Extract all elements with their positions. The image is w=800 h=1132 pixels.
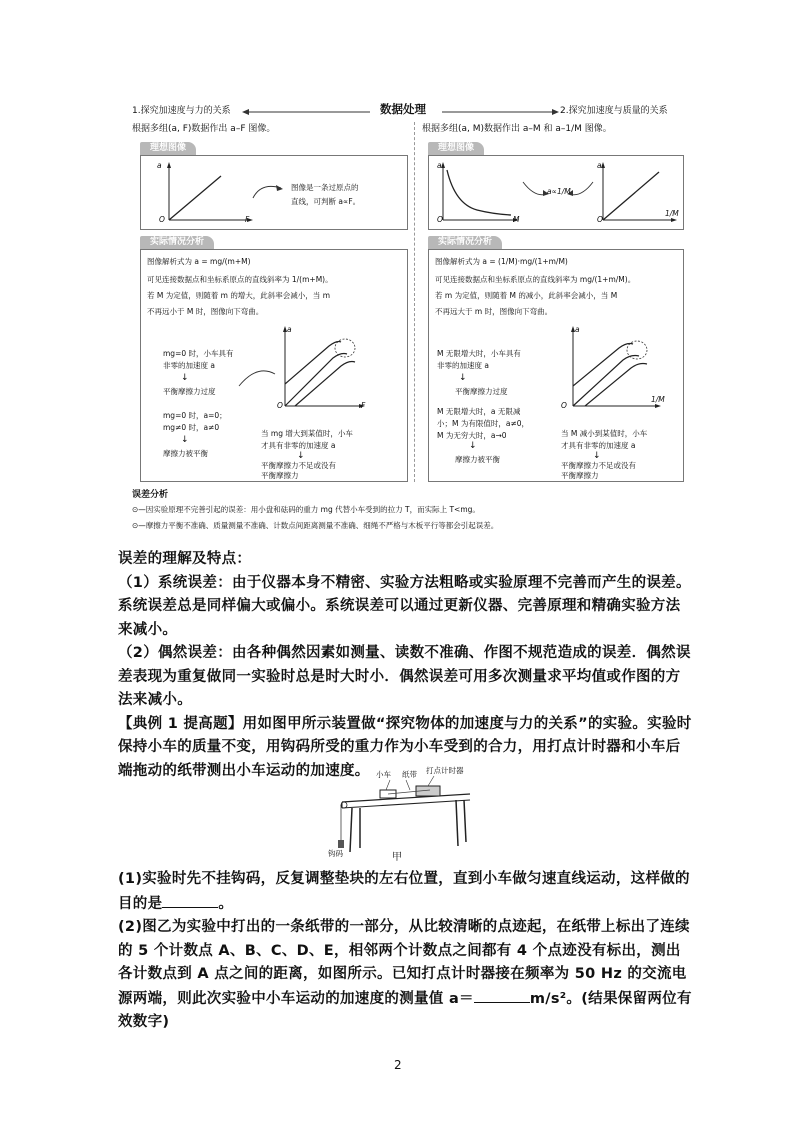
- right-ideal-axis-inv: 1/M: [665, 209, 679, 218]
- left-note-a3: 平衡摩擦力过度: [163, 387, 216, 396]
- apparatus-label-timer: 打点计时器: [426, 766, 464, 775]
- left-arrow: [242, 108, 372, 116]
- right-intro: 根据多组(a, M)数据作出 a–M 和 a–1/M 图像。: [422, 124, 612, 134]
- error-line-1: ⊙—因实验原理不完善引起的误差：用小盘和砝码的重力 mg 代替小车受到的拉力 T，而实际上 T<mg。: [132, 505, 480, 514]
- apparatus-figure: [328, 766, 480, 863]
- right-note-a2: 非零的加速度 a: [437, 361, 489, 370]
- left-ideal-panel: [140, 155, 408, 230]
- right-actual-axis-inv: 1/M: [651, 395, 665, 404]
- left-analysis-line-2: 可见连接数据点和坐标系原点的直线斜率为 1/(m+M)。: [147, 275, 333, 284]
- example-paragraph: 【典例 1 提高题】用如图甲所示装置做“探究物体的加速度与力的关系”的实验。实验时保持小车的质量不变，用钩码所受的重力作为小车受到的合力，用打点计时器和小车后端拖动的纸带测出小车运动的加速度。: [118, 715, 692, 779]
- answer-blank-2[interactable]: [474, 987, 530, 1003]
- left-note-c2: 才具有非零的加速度 a: [261, 441, 336, 450]
- systematic-error-paragraph: （1）系统误差：由于仪器本身不精密、实验方法粗略或实验原理不完善而产生的误差。系统误差总是同样偏大或偏小。系统误差可以通过更新仪器、完善原理和精确实验方法来减小。: [118, 574, 691, 638]
- left-note-b1: mg=0 时，a=0；: [163, 411, 227, 420]
- a-f-ideal-graph: [155, 160, 255, 228]
- left-note-c4: 平衡摩擦力: [261, 471, 299, 480]
- question-1: [118, 868, 694, 916]
- left-note-c3: 平衡摩擦力不足或没有: [261, 461, 336, 470]
- left-actual-axis-o: O: [277, 401, 283, 410]
- right-ideal-tag: 理想图像: [428, 142, 484, 155]
- column-separator: [414, 122, 415, 482]
- right-header-title: 2.探究加速度与质量的关系: [560, 106, 668, 116]
- left-note-a2: 非零的加速度 a: [163, 361, 215, 370]
- left-actual-axis-f: F: [361, 401, 366, 410]
- right-note-c1: 当 M 减小到某值时，小车: [561, 429, 648, 438]
- right-note-b1: M 无限增大时，a 无限减: [437, 407, 521, 416]
- questions: [118, 868, 694, 1035]
- left-note-b3: 摩擦力被平衡: [163, 449, 208, 458]
- question-2: [118, 916, 694, 1035]
- data-processing-figure: [128, 100, 688, 540]
- left-note-a1: mg=0 时，小车具有: [163, 349, 234, 358]
- left-intro: 根据多组(a, F)数据作出 a–F 图像。: [132, 124, 276, 134]
- arrow-down-icon: ↓: [181, 435, 189, 445]
- a-inverse-m-actual-graph: [555, 324, 665, 416]
- right-formula-line: 图像解析式为 a = (1/M)·mg/(1+m/M): [435, 257, 568, 266]
- right-ideal-axis-a2: a: [597, 161, 602, 170]
- right-ideal-prop: a∝1/M: [547, 187, 571, 196]
- right-ideal-axis-m: M: [513, 215, 520, 224]
- right-actual-axis-a: a: [575, 325, 580, 334]
- left-ideal-note-1: 图像是一条过原点的: [291, 183, 359, 192]
- right-actual-axis-o: O: [561, 401, 567, 410]
- apparatus-label-hook: 钩码: [328, 849, 343, 858]
- right-note-b3: M 为无穷大时，a→0: [437, 431, 507, 440]
- left-actual-panel: [140, 249, 408, 482]
- right-note-a3: 平衡摩擦力过度: [455, 387, 508, 396]
- axis-origin-label: O: [159, 215, 165, 224]
- right-note-b4: 摩擦力被平衡: [455, 455, 500, 464]
- pointer-arrow: [237, 366, 277, 390]
- question-1-text: (1)实验时先不挂钩码，反复调整垫块的左右位置，直到小车做匀速直线运动，这样做的目的是: [118, 871, 690, 912]
- left-actual-axis-a: a: [287, 325, 292, 334]
- right-analysis-line-4: 不再远大于 m 时，图像向下弯曲。: [435, 307, 553, 316]
- axis-f-label: F: [245, 215, 250, 224]
- right-ideal-panel: [428, 155, 684, 230]
- right-actual-tag: 实际情况分析: [428, 236, 502, 249]
- center-header-title: 数据处理: [380, 102, 426, 116]
- right-analysis-line-3: 若 m 为定值，则随着 M 的减小，此斜率会减小，当 M: [435, 291, 618, 300]
- left-note-b2: mg≠0 时，a≠0: [163, 423, 220, 432]
- right-actual-panel: [428, 249, 684, 482]
- left-note-c1: 当 mg 增大到某值时，小车: [261, 429, 353, 438]
- right-note-a1: M 无限增大时，小车具有: [437, 349, 521, 358]
- arrow-down-icon: ↓: [469, 441, 477, 451]
- apparatus-caption: 甲: [392, 852, 402, 863]
- page-number: 2: [394, 1058, 402, 1072]
- curved-arrow: [251, 180, 285, 200]
- left-actual-tag: 实际情况分析: [140, 236, 214, 249]
- apparatus-label-car: 小车: [376, 770, 391, 779]
- apparatus-label-tape: 纸带: [402, 770, 417, 779]
- left-analysis-line-4: 不再远小于 M 时，图像向下弯曲。: [147, 307, 264, 316]
- body-text: [118, 548, 694, 783]
- right-arrow: [442, 108, 560, 116]
- right-ideal-axis-o1: O: [437, 215, 443, 224]
- answer-blank-1[interactable]: [162, 892, 218, 908]
- section-heading: 误差的理解及特点：: [118, 551, 252, 567]
- right-note-b2: 小；M 为有限值时，a≠0，: [437, 419, 530, 428]
- left-ideal-tag: 理想图像: [140, 142, 196, 155]
- apparatus-drawing: [330, 768, 480, 860]
- left-ideal-note-2: 直线，可判断 a∝F。: [291, 197, 361, 206]
- right-ideal-axis-o2: O: [597, 215, 603, 224]
- right-note-c4: 平衡摩擦力: [561, 471, 599, 480]
- arrow-down-icon: ↓: [593, 451, 601, 461]
- question-2-text: (2)图乙为实验中打出的一条纸带的一部分，从比较清晰的点迹起，在纸带上标出了连续的 5 个计数点 A、B、C、D、E，相邻两个计数点之间都有 4 个点迹没有标出，测出各计数点到 A 点之间的距离，如图所示。已知打点计时器接在频率为 50 Hz 的交流电源两端，则此次实验中小车运动的加速度的测量值 a＝: [118, 919, 690, 1007]
- left-formula-line: 图像解析式为 a = mg/(m+M): [147, 257, 251, 266]
- question-1-end: 。: [218, 895, 234, 912]
- axis-a-label: a: [157, 161, 162, 170]
- right-ideal-axis-a1: a: [437, 161, 442, 170]
- error-analysis-title: 误差分析: [132, 490, 169, 500]
- right-note-c2: 才具有非零的加速度 a: [561, 441, 636, 450]
- arrow-down-icon: ↓: [297, 451, 305, 461]
- left-header-title: 1.探究加速度与力的关系: [132, 106, 231, 116]
- random-error-paragraph: （2）偶然误差：由各种偶然因素如测量、读数不准确、作图不规范造成的误差．偶然误差表现为重复做同一实验时总是时大时小．偶然误差可用多次测量求平均值或作图的方法来减小。: [118, 645, 691, 708]
- arrow-down-icon: ↓: [459, 373, 467, 383]
- error-line-2: ⊙—摩擦力平衡不准确、质量测量不准确、计数点间距离测量不准确、细绳不严格与木板平行等都会引起误差。: [132, 521, 499, 530]
- right-analysis-line-2: 可见连接数据点和坐标系原点的直线斜率为 mg/(1+m/M)。: [435, 275, 636, 284]
- left-analysis-line-3: 若 M 为定值，则随着 m 的增大，此斜率会减小，当 m: [147, 291, 331, 300]
- a-m-ideal-graph: [433, 160, 523, 228]
- right-note-c3: 平衡摩擦力不足或没有: [561, 461, 636, 470]
- question-2-end: m/s²。(结果保留两位有效数字): [118, 990, 692, 1030]
- arrow-down-icon: ↓: [181, 373, 189, 383]
